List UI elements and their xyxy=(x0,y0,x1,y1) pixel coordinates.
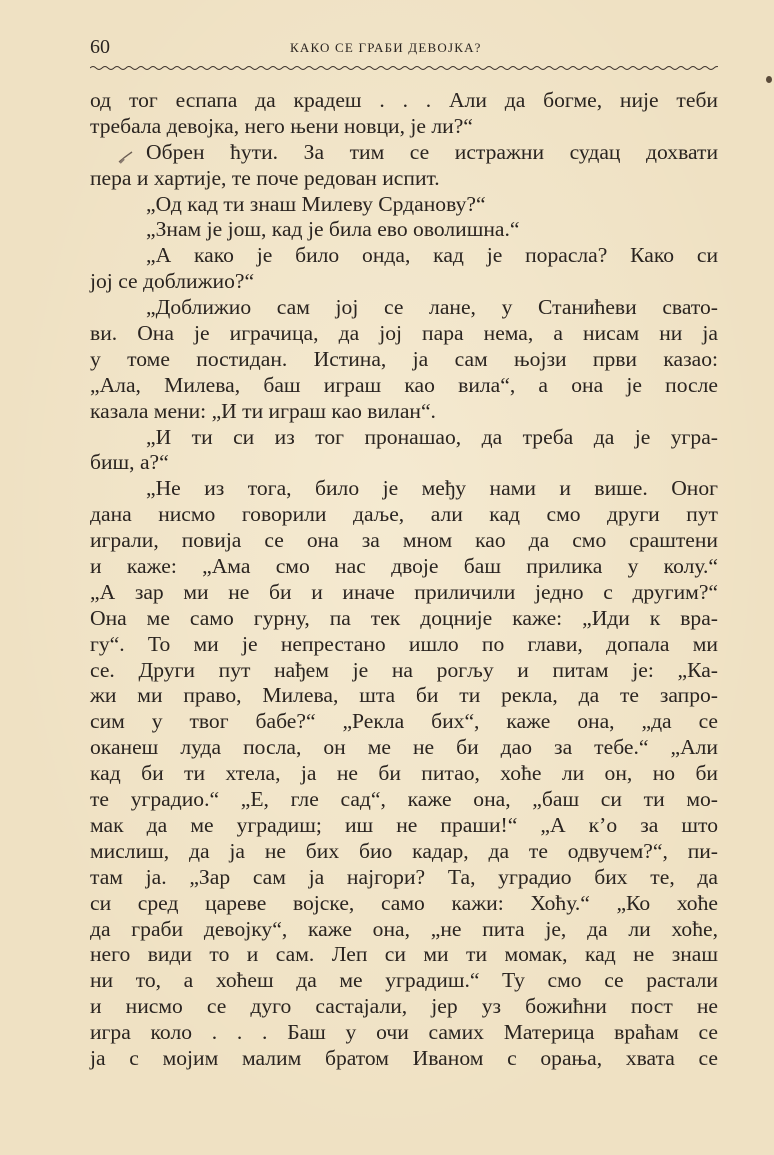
text-line: „А зар ми не би и иначе приличили једно с другим?“ xyxy=(90,579,718,604)
page-header xyxy=(90,36,716,62)
running-title: КАКО СЕ ГРАБИ ДЕВОЈКА? xyxy=(290,40,482,55)
text-line: ни то, а хоћеш да ме уградиш.“ Ту смо се растали xyxy=(90,968,718,993)
text-line: ја с мојим малим братом Иваном с орања, хвата се xyxy=(90,1045,718,1070)
text-line: „Знам је још, кад је била ево оволишна.“ xyxy=(146,217,520,242)
text-line: него види то и сам. Леп си ми ти момак, кад не знаш xyxy=(90,942,718,967)
text-line: „Не из тога, било је међу нами и више. Оног xyxy=(146,476,718,501)
text-line: „И ти си из тог пронашао, да треба да је угра- xyxy=(146,424,718,449)
text-line: дана нисмо говорили даље, али кад смо други пут xyxy=(90,502,718,527)
text-line: оканеш луда посла, он ме не би дао за тебе.“ „Али xyxy=(90,735,718,760)
text-line: да граби девојку“, каже она, „не пита је, да ли хоће, xyxy=(90,916,718,941)
text-line: кад би ти хтела, ја не би питао, хоће ли он, но би xyxy=(90,761,718,786)
text-line: од тог еспапа да крадеш . . . Али да богме, није теби xyxy=(90,88,718,112)
text-line: гу“. То ми је непрестано ишло по глави, допала ми xyxy=(90,631,718,656)
text-line: те уградио.“ „Е, гле сад“, каже она, „баш си ти мо- xyxy=(90,787,718,812)
text-line: Обрен ћути. За тим се истражни судац дохвати xyxy=(146,139,718,164)
text-line: „Доближио сам јој се лане, у Станићеви свато- xyxy=(146,295,718,320)
text-line: ви. Она је играчица, да јој пара нема, а нисам ни ја xyxy=(90,321,718,346)
text-line: „Од кад ти знаш Милеву Срданову?“ xyxy=(146,191,486,216)
text-line: и каже: „Ама смо нас двоје баш прилика у колу.“ xyxy=(90,554,718,579)
text-line: јој се доближио?“ xyxy=(90,269,255,294)
text-line: се. Други пут нађем је на рогљу и питам је: „Ка- xyxy=(90,657,718,682)
text-line: игра коло . . . Баш у очи самих Материца враћам се xyxy=(90,1020,718,1045)
text-line: жи ми право, Милева, шта би ти рекла, да те запро- xyxy=(90,683,718,708)
text-line: казала мени: „И ти играш као вилан“. xyxy=(90,398,436,423)
text-line: требала девојка, него њени новци, је ли?“ xyxy=(90,113,473,138)
wavy-header-rule xyxy=(90,64,718,72)
ink-spot xyxy=(766,76,772,83)
text-line: пера и хартије, те поче редован испит. xyxy=(90,165,440,190)
page-number: 60 xyxy=(90,36,110,58)
text-line: биш, а?“ xyxy=(90,450,169,475)
text-line: мак да ме уградиш; иш не праши!“ „А к’о за што xyxy=(90,812,718,837)
text-line: „Ала, Милева, баш играш као вила“, а она је после xyxy=(90,372,718,397)
text-line: мислиш, да ја не бих био кадар, да те одвучем?“, пи- xyxy=(90,838,718,863)
text-line: играли, повија се она за мном као да смо сраштени xyxy=(90,528,718,553)
text-line: там ја. „Зар сам ја најгори? Та, уградио бих те, да xyxy=(90,864,718,889)
text-line: Она ме само гурну, па тек доцније каже: „Иди к вра- xyxy=(90,605,718,630)
text-line: сим у твог бабе?“ „Рекла бих“, каже она, „да се xyxy=(90,709,718,734)
body-text xyxy=(90,88,718,1072)
text-line: „А како је било онда, кад је порасла? Како си xyxy=(146,243,718,268)
text-line: у томе постидан. Истина, ја сам њојзи први казао: xyxy=(90,346,718,371)
text-line: и нисмо се дуго састајали, јер уз божићни пост не xyxy=(90,994,718,1019)
text-line: си сред цареве војске, само кажи: Хоћу.“ „Ко хоће xyxy=(90,890,718,915)
